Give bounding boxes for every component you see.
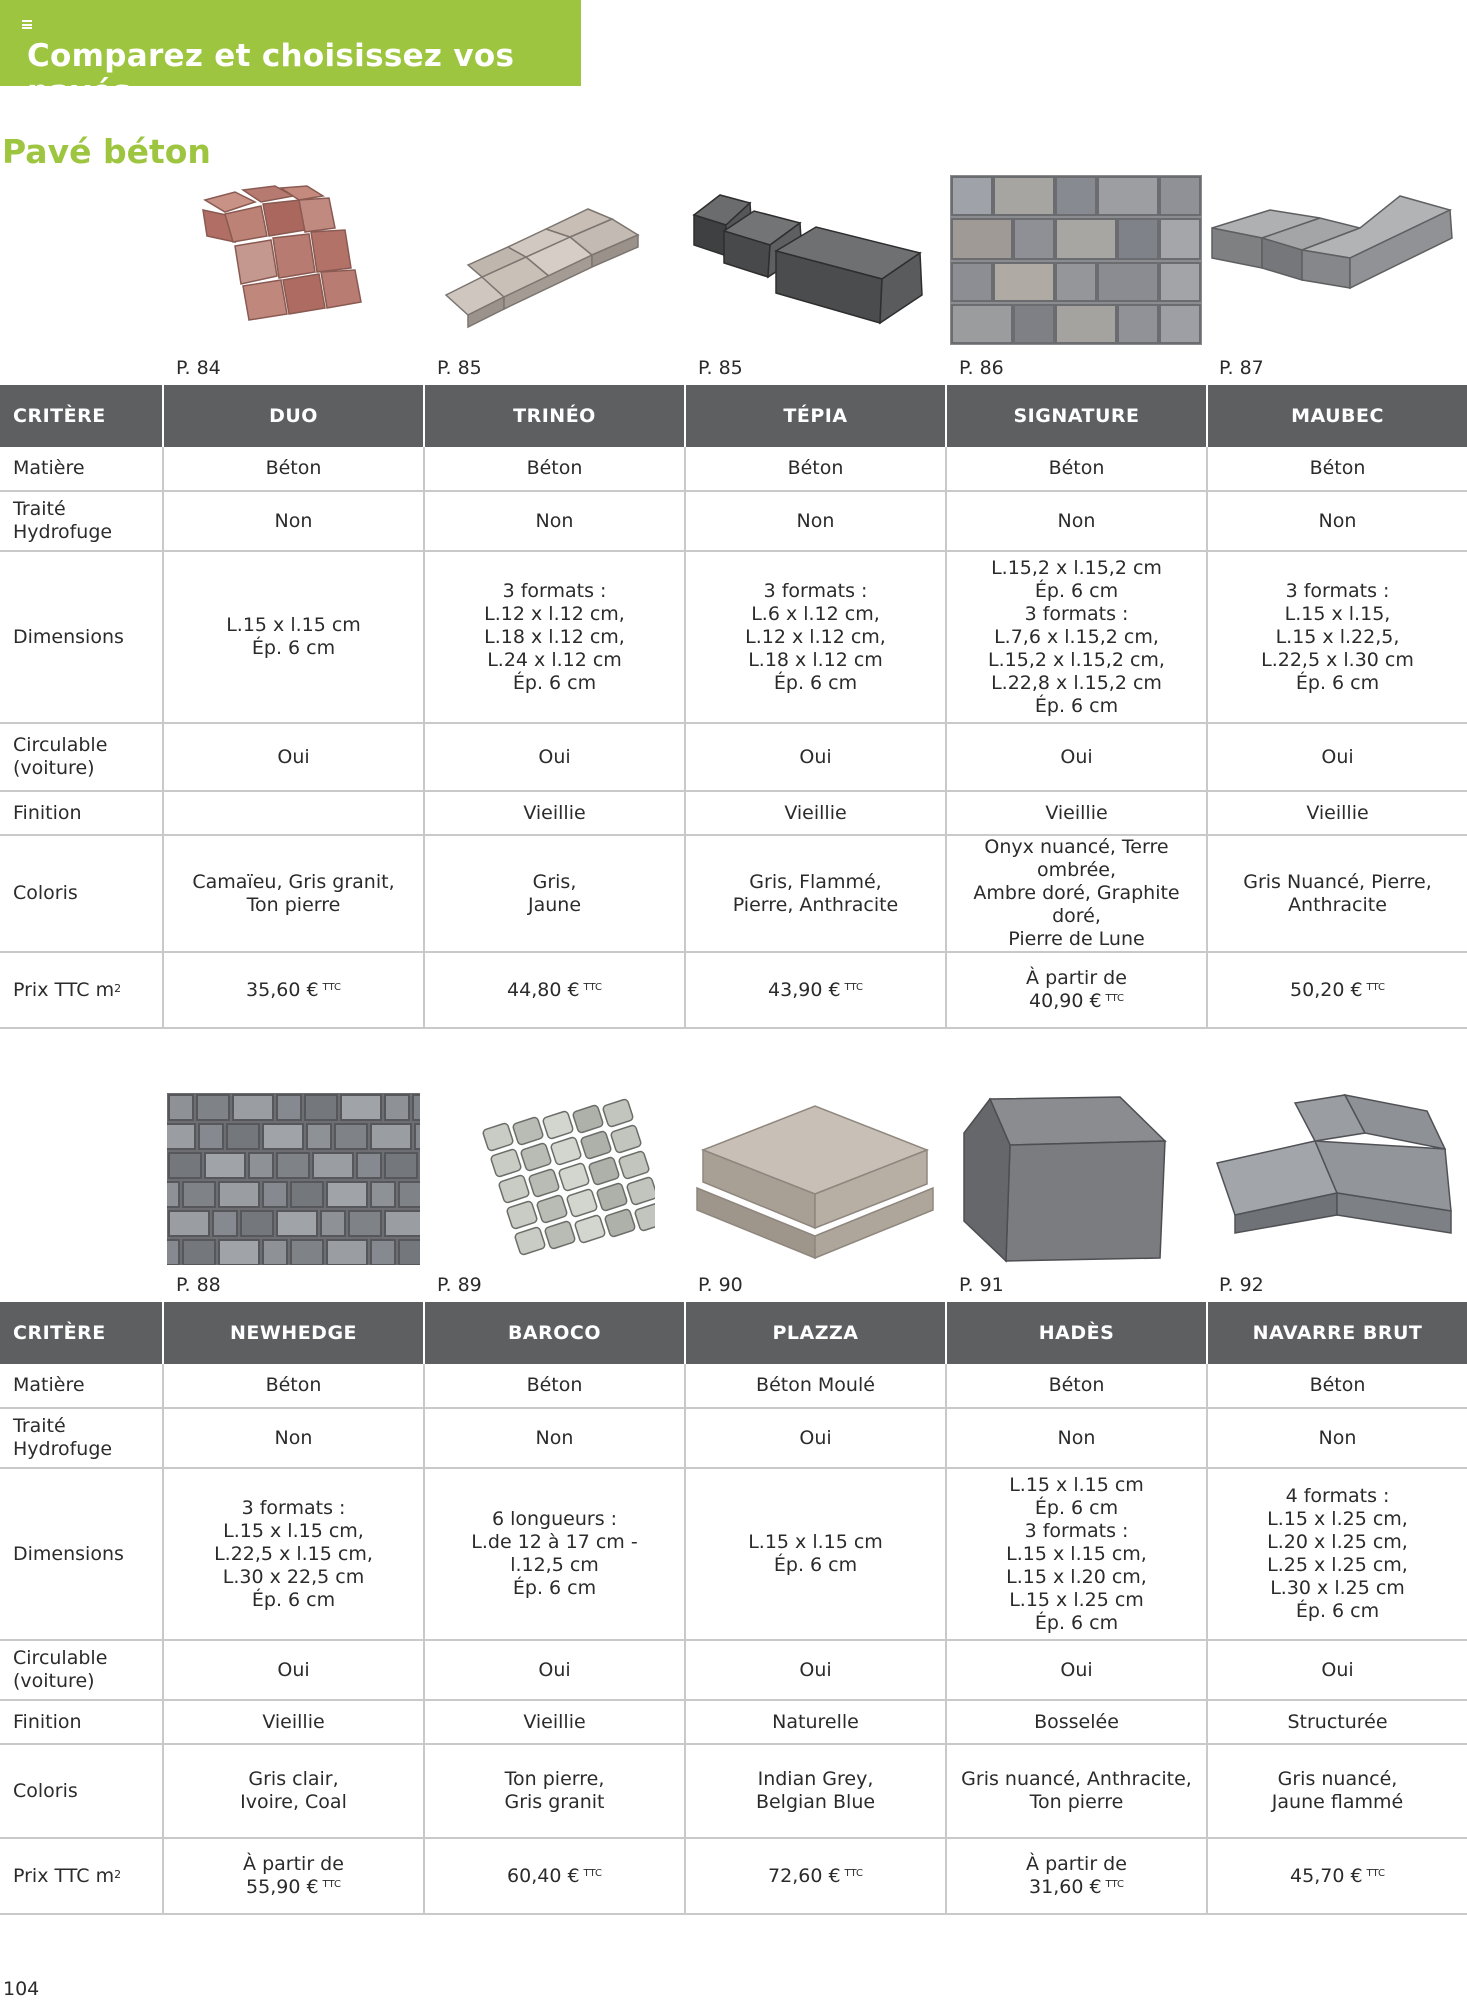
price-line (690, 1865, 941, 1888)
price-prefix: À partir de (243, 1853, 344, 1875)
table-header-row (0, 385, 1467, 447)
cell-line: 3 formats : (1285, 579, 1390, 602)
header-product: NAVARRE BRUT (1207, 1302, 1467, 1364)
cell-line: L.15 x l.15 cm (748, 1531, 883, 1553)
table-header-row (0, 1302, 1467, 1364)
cell-line: Onyx nuancé, Terre ombrée, (984, 836, 1169, 881)
cell-line: Gris, Flammé, (749, 870, 882, 893)
page-ref-baroco: P. 89 (437, 1274, 482, 1296)
label-circulable (0, 1640, 163, 1700)
ttc-suffix: TTC (322, 1879, 341, 1890)
cell-line: Ép. 6 cm (512, 671, 597, 694)
cell-line: L.15 x l.25 cm, (1267, 1508, 1408, 1530)
cell-line: L.15 x l.15 cm (226, 614, 361, 636)
row-matiere (0, 1364, 1467, 1408)
cell-circulable: Oui (685, 1640, 946, 1700)
row-coloris (0, 835, 1467, 952)
product-photo-trineo (442, 185, 657, 335)
cell-line: Ép. 6 cm (1034, 1611, 1119, 1634)
page-ref-maubec: P. 87 (1219, 357, 1264, 379)
cell-dimensions (163, 1468, 424, 1640)
cell-traite: Non (163, 1408, 424, 1468)
cell-dimensions (685, 1468, 946, 1640)
cell-traite: Non (1207, 1408, 1467, 1468)
cell-dimensions (163, 551, 424, 723)
page-ref-newhedge: P. 88 (176, 1274, 221, 1296)
cell-line: L.18 x l.12 cm (748, 648, 883, 671)
label-prix (0, 952, 163, 1028)
ttc-suffix: TTC (844, 981, 863, 993)
cell-line: Indian Grey, (757, 1768, 874, 1790)
cell-traite: Non (946, 1408, 1207, 1468)
cell-line: Gris Nuancé, Pierre, (1243, 870, 1432, 893)
cell-finition: Vieillie (424, 791, 685, 835)
cell-coloris (685, 835, 946, 952)
label-coloris: Coloris (0, 835, 163, 952)
cell-line: L.24 x l.12 cm (487, 648, 622, 671)
cell-dimensions (424, 551, 685, 723)
price-value: 45,70 € (1290, 1864, 1363, 1887)
cell-coloris (1207, 835, 1467, 952)
cell-line: Gris nuancé, (1277, 1768, 1398, 1790)
cell-line: Ambre doré, Graphite doré, (973, 882, 1180, 927)
label-traite-line2: Hydrofuge (13, 1438, 113, 1460)
price-value: 40,90 € (1029, 990, 1102, 1012)
cell-line: L.15 x l.15 cm, (1006, 1542, 1147, 1565)
cell-traite: Non (424, 1408, 685, 1468)
cell-coloris (946, 835, 1207, 952)
cell-line: 3 formats : (1024, 602, 1129, 625)
label-circulable-line2: (voiture) (13, 1670, 95, 1692)
label-prix-sup: 2 (114, 1867, 122, 1881)
cell-finition: Vieillie (424, 1700, 685, 1744)
cell-line: L.7,6 x l.15,2 cm, (994, 625, 1159, 648)
cell-prix (946, 1838, 1207, 1914)
cell-line: Jaune (527, 893, 582, 916)
product-photo-signature (950, 175, 1202, 345)
page-ref-signature: P. 86 (959, 357, 1004, 379)
cell-line: 4 formats : (1285, 1485, 1390, 1507)
label-prix-text: Prix TTC m (13, 1864, 115, 1887)
cell-line: 6 longueurs : (491, 1508, 618, 1530)
header-product: SIGNATURE (946, 385, 1207, 447)
label-traite-line1: Traité (13, 1415, 66, 1437)
cell-line: Ép. 6 cm (512, 1577, 597, 1599)
header-product: DUO (163, 385, 424, 447)
cell-line: L.15 x l.25 cm (1009, 1588, 1144, 1611)
cell-line: L.6 x l.12 cm, (751, 602, 880, 625)
cell-line: Ép. 6 cm (1034, 694, 1119, 717)
row-traite (0, 491, 1467, 551)
cell-line: Pierre de Lune (1008, 928, 1145, 950)
header-product: BAROCO (424, 1302, 685, 1364)
label-prix (0, 1838, 163, 1914)
cell-coloris (424, 835, 685, 952)
cell-line: L.22,5 x l.30 cm (1261, 648, 1414, 671)
cell-line: Ép. 6 cm (251, 637, 336, 659)
cell-line: Camaïeu, Gris granit, (192, 870, 395, 893)
price-value: 35,60 € (246, 978, 319, 1001)
cell-line: Jaune flammé (1271, 1791, 1404, 1813)
header-critere: CRITÈRE (0, 1302, 163, 1364)
cell-line: L.12 x l.12 cm, (745, 625, 886, 648)
cell-finition: Vieillie (1207, 791, 1467, 835)
cell-circulable: Oui (946, 1640, 1207, 1700)
label-circulable (0, 723, 163, 791)
comparison-table-2 (0, 1302, 1467, 1915)
menu-icon[interactable] (22, 20, 32, 29)
cell-line: Ton pierre (246, 893, 341, 916)
page-ref-hades: P. 91 (959, 1274, 1004, 1296)
cell-matiere: Béton (946, 447, 1207, 491)
header-product: NEWHEDGE (163, 1302, 424, 1364)
cell-coloris (685, 1744, 946, 1838)
row-finition (0, 1700, 1467, 1744)
cell-line: Ép. 6 cm (1295, 671, 1380, 694)
cell-coloris (163, 1744, 424, 1838)
product-photo-plazza (695, 1098, 935, 1268)
cell-prix (424, 1838, 685, 1914)
cell-line: L.30 x l.25 cm (1270, 1577, 1405, 1599)
cell-line: L.18 x l.12 cm, (484, 625, 625, 648)
cell-traite: Non (946, 491, 1207, 551)
label-coloris: Coloris (0, 1744, 163, 1838)
cell-line: Pierre, Anthracite (732, 893, 899, 916)
price-line (951, 990, 1202, 1013)
cell-line: Gris, (532, 870, 577, 893)
row-prix (0, 1838, 1467, 1914)
cell-line: Ton pierre, (504, 1768, 605, 1790)
comparison-table-1 (0, 385, 1467, 1029)
cell-finition: Vieillie (685, 791, 946, 835)
cell-line: Ép. 6 cm (1034, 579, 1119, 602)
price-line (168, 979, 419, 1002)
ttc-suffix: TTC (1105, 1879, 1124, 1890)
cell-line: Ép. 6 cm (1034, 1496, 1119, 1519)
page-title: Comparez et choisissez vos pavés (27, 38, 515, 110)
price-line (1212, 979, 1463, 1002)
page-ref-tepia: P. 85 (698, 357, 743, 379)
cell-matiere: Béton Moulé (685, 1364, 946, 1408)
ttc-suffix: TTC (1105, 993, 1124, 1004)
price-line (1212, 1865, 1463, 1888)
cell-traite: Non (163, 491, 424, 551)
cell-coloris (1207, 1744, 1467, 1838)
cell-prix (946, 952, 1207, 1028)
cell-coloris (946, 1744, 1207, 1838)
product-photos (0, 170, 1467, 380)
price-value: 50,20 € (1290, 978, 1363, 1001)
cell-line: L.15,2 x l.15,2 cm (991, 556, 1162, 579)
cell-prix (685, 1838, 946, 1914)
row-dimensions (0, 551, 1467, 723)
product-photo-tepia (690, 175, 930, 345)
ttc-suffix: TTC (1366, 981, 1385, 993)
label-dimensions: Dimensions (0, 551, 163, 723)
product-photo-maubec (1210, 188, 1460, 318)
header-product: HADÈS (946, 1302, 1207, 1364)
label-circulable-line1: Circulable (13, 734, 108, 756)
cell-dimensions (946, 1468, 1207, 1640)
cell-coloris (163, 835, 424, 952)
cell-line: Gris granit (504, 1791, 605, 1813)
page-number: 104 (3, 1978, 40, 2000)
cell-matiere: Béton (946, 1364, 1207, 1408)
cell-line: Anthracite (1288, 893, 1387, 916)
cell-line: L.12 x l.12 cm, (484, 602, 625, 625)
cell-circulable: Oui (424, 723, 685, 791)
header-critere: CRITÈRE (0, 385, 163, 447)
cell-prix (1207, 1838, 1467, 1914)
label-traite (0, 1408, 163, 1468)
cell-dimensions (685, 551, 946, 723)
product-photo-newhedge (167, 1093, 420, 1265)
cell-matiere: Béton (1207, 1364, 1467, 1408)
row-dimensions (0, 1468, 1467, 1640)
cell-line: L.de 12 à 17 cm - (471, 1531, 638, 1553)
header-product: MAUBEC (1207, 385, 1467, 447)
cell-matiere: Béton (1207, 447, 1467, 491)
product-photo-navarre-brut (1215, 1093, 1455, 1265)
cell-matiere: Béton (424, 447, 685, 491)
section-title: Pavé béton (2, 132, 211, 171)
cell-prix (1207, 952, 1467, 1028)
cell-line: L.25 x l.25 cm, (1267, 1554, 1408, 1576)
label-prix-text: Prix TTC m (13, 978, 115, 1001)
row-prix (0, 952, 1467, 1028)
price-value: 44,80 € (507, 978, 580, 1001)
header-product: PLAZZA (685, 1302, 946, 1364)
cell-circulable: Oui (685, 723, 946, 791)
cell-finition: Vieillie (946, 791, 1207, 835)
cell-prix (163, 1838, 424, 1914)
cell-matiere: Béton (163, 447, 424, 491)
price-value: 55,90 € (246, 1876, 319, 1898)
cell-line: L.15,2 x l.15,2 cm, (988, 648, 1165, 671)
cell-line: L.15 x l.15 cm, (223, 1519, 364, 1542)
cell-line: L.15 x l.15, (1284, 602, 1391, 625)
cell-circulable: Oui (1207, 723, 1467, 791)
label-traite (0, 491, 163, 551)
label-circulable-line2: (voiture) (13, 757, 95, 779)
label-dimensions: Dimensions (0, 1468, 163, 1640)
price-line (429, 1865, 680, 1888)
cell-line: Ép. 6 cm (773, 671, 858, 694)
cell-line: Ép. 6 cm (251, 1588, 336, 1611)
cell-line: L.20 x l.25 cm, (1267, 1531, 1408, 1553)
product-photo-duo (195, 180, 410, 330)
page-ref-duo: P. 84 (176, 357, 221, 379)
cell-dimensions (946, 551, 1207, 723)
cell-coloris (424, 1744, 685, 1838)
price-prefix: À partir de (1026, 967, 1127, 989)
page-ref-plazza: P. 90 (698, 1274, 743, 1296)
product-photos (0, 1088, 1467, 1298)
cell-line: 3 formats : (502, 579, 607, 602)
cell-matiere: Béton (424, 1364, 685, 1408)
cell-traite: Oui (685, 1408, 946, 1468)
cell-line: Ton pierre (1029, 1791, 1124, 1813)
row-matiere (0, 447, 1467, 491)
header-banner (0, 0, 581, 110)
cell-line: Ép. 6 cm (1295, 1600, 1380, 1622)
cell-dimensions (424, 1468, 685, 1640)
cell-line: Ivoire, Coal (240, 1791, 347, 1813)
price-line (951, 1876, 1202, 1899)
cell-matiere: Béton (685, 447, 946, 491)
cell-line: Gris nuancé, Anthracite, (961, 1768, 1192, 1790)
cell-line: L.15 x l.22,5, (1275, 625, 1400, 648)
product-photo-hades (960, 1093, 1170, 1265)
price-line (429, 979, 680, 1002)
label-prix-sup: 2 (114, 981, 122, 995)
cell-finition: Naturelle (685, 1700, 946, 1744)
cell-line: Gris clair, (248, 1768, 339, 1790)
cell-traite: Non (1207, 491, 1467, 551)
ttc-suffix: TTC (583, 1867, 602, 1879)
label-traite-line1: Traité (13, 498, 66, 520)
price-value: 31,60 € (1029, 1876, 1102, 1898)
cell-line: L.22,8 x l.15,2 cm (991, 671, 1162, 694)
label-matiere: Matière (0, 447, 163, 491)
cell-line: Ép. 6 cm (773, 1554, 858, 1576)
page-ref-navarre-brut: P. 92 (1219, 1274, 1264, 1296)
page-ref-trineo: P. 85 (437, 357, 482, 379)
ttc-suffix: TTC (583, 981, 602, 993)
price-value: 60,40 € (507, 1864, 580, 1887)
ttc-suffix: TTC (844, 1867, 863, 1879)
cell-circulable: Oui (1207, 1640, 1467, 1700)
cell-circulable: Oui (163, 723, 424, 791)
cell-finition (163, 791, 424, 835)
cell-circulable: Oui (946, 723, 1207, 791)
product-photo-baroco (455, 1096, 655, 1266)
cell-matiere: Béton (163, 1364, 424, 1408)
label-traite-line2: Hydrofuge (13, 521, 113, 543)
cell-prix (163, 952, 424, 1028)
row-circulable (0, 723, 1467, 791)
label-circulable-line1: Circulable (13, 1647, 108, 1669)
cell-circulable: Oui (163, 1640, 424, 1700)
row-finition (0, 791, 1467, 835)
cell-line: l.12,5 cm (510, 1554, 599, 1576)
cell-finition: Structurée (1207, 1700, 1467, 1744)
header-product: TRINÉO (424, 385, 685, 447)
price-line (690, 979, 941, 1002)
price-prefix: À partir de (1026, 1853, 1127, 1875)
cell-finition: Vieillie (163, 1700, 424, 1744)
cell-traite: Non (685, 491, 946, 551)
cell-finition: Bosselée (946, 1700, 1207, 1744)
ttc-suffix: TTC (1366, 1867, 1385, 1879)
cell-line: L.22,5 x l.15 cm, (214, 1542, 373, 1565)
row-traite (0, 1408, 1467, 1468)
row-coloris (0, 1744, 1467, 1838)
cell-prix (424, 952, 685, 1028)
cell-prix (685, 952, 946, 1028)
cell-line: 3 formats : (241, 1496, 346, 1519)
cell-line: L.30 x 22,5 cm (222, 1565, 365, 1588)
cell-line: Belgian Blue (755, 1791, 876, 1813)
price-line (168, 1876, 419, 1899)
price-value: 43,90 € (768, 978, 841, 1001)
cell-dimensions (1207, 1468, 1467, 1640)
label-finition: Finition (0, 791, 163, 835)
cell-line: L.15 x l.15 cm (1009, 1473, 1144, 1496)
label-matiere: Matière (0, 1364, 163, 1408)
cell-traite: Non (424, 491, 685, 551)
cell-line: 3 formats : (1024, 1519, 1129, 1542)
header-product: TÉPIA (685, 385, 946, 447)
cell-circulable: Oui (424, 1640, 685, 1700)
cell-dimensions (1207, 551, 1467, 723)
cell-line: 3 formats : (763, 579, 868, 602)
row-circulable (0, 1640, 1467, 1700)
ttc-suffix: TTC (322, 981, 341, 993)
label-finition: Finition (0, 1700, 163, 1744)
cell-line: L.15 x l.20 cm, (1006, 1565, 1147, 1588)
price-value: 72,60 € (768, 1864, 841, 1887)
